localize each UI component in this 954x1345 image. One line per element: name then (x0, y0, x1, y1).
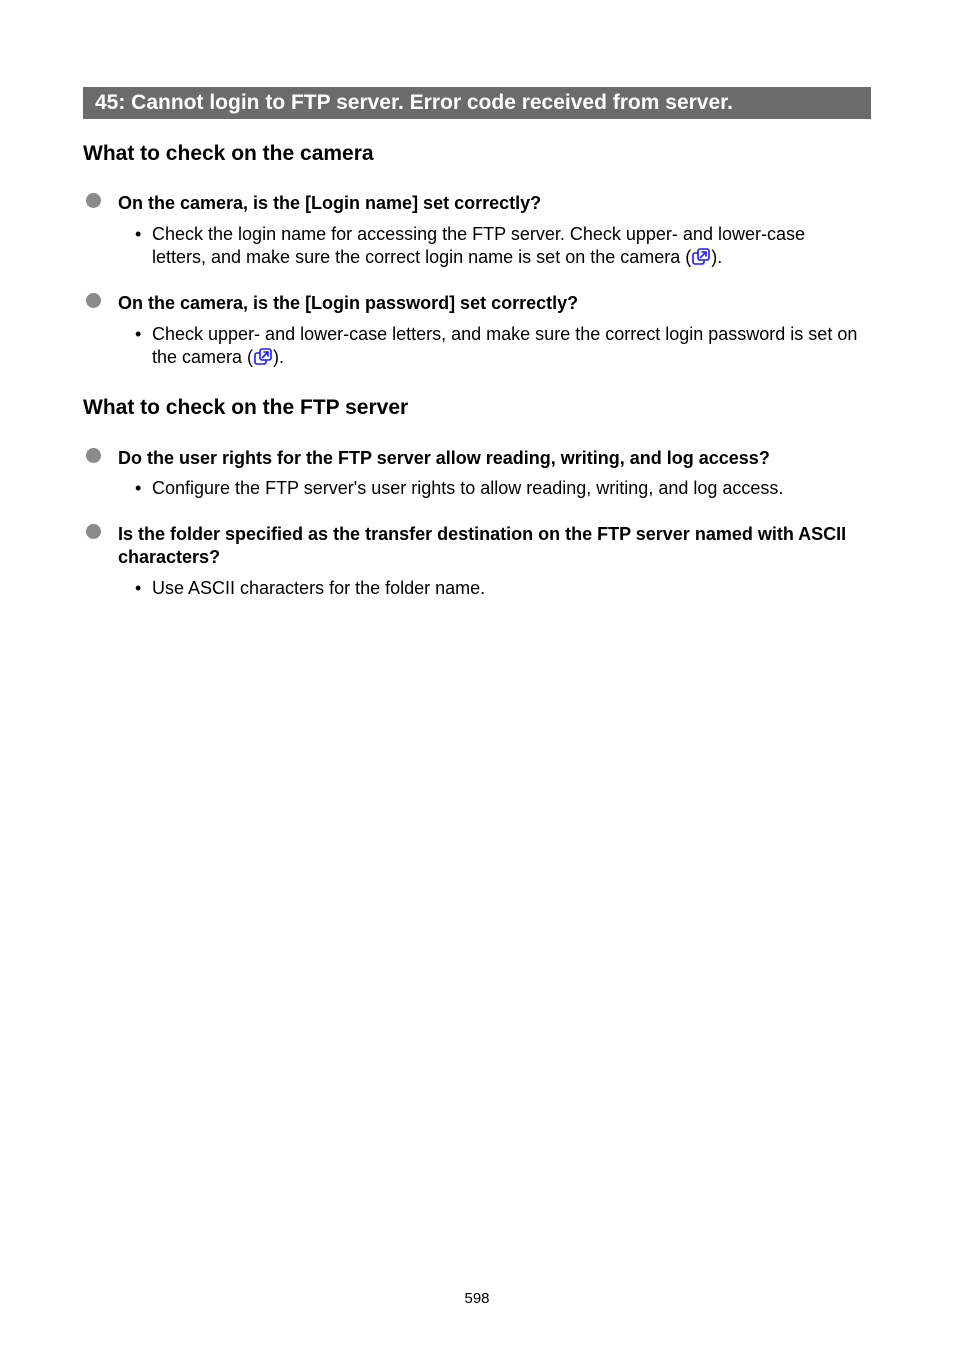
question-login-name (86, 192, 871, 215)
question-text: On the camera, is the [Login name] set correctly? (118, 193, 542, 213)
question-user-rights (86, 447, 871, 470)
answer-user-rights (135, 477, 860, 500)
bullet-dot: • (135, 578, 142, 598)
answer-text: Check the login name for accessing the FTP server. Check upper- and lower-case letters, and make sure the correct login name is set on the camera ( ). (152, 224, 805, 267)
bullet-dot: • (135, 478, 142, 498)
bullet-dot: • (135, 324, 142, 344)
question-text: On the camera, is the [Login password] set correctly? (118, 293, 579, 313)
page-reference-icon[interactable] (254, 348, 272, 366)
answer-login-name (135, 223, 860, 269)
bullet-dot: • (135, 224, 142, 244)
section-heading-camera: What to check on the camera (83, 142, 374, 165)
circle-bullet-icon (86, 524, 101, 539)
question-text: Do the user rights for the FTP server allow reading, writing, and log access? (118, 448, 770, 468)
answer-folder-ascii (135, 577, 860, 600)
question-login-password (86, 292, 871, 315)
section-heading-ftp-server: What to check on the FTP server (83, 396, 409, 419)
answer-login-password (135, 323, 860, 369)
question-folder-ascii (86, 523, 871, 569)
answer-text: Use ASCII characters for the folder name. (152, 578, 486, 598)
circle-bullet-icon (86, 448, 101, 463)
question-text: Is the folder specified as the transfer destination on the FTP server named with ASCII characters? (118, 524, 847, 567)
answer-text: Configure the FTP server's user rights to allow reading, writing, and log access. (152, 478, 784, 498)
page-reference-icon[interactable] (692, 248, 710, 266)
answer-text: Check upper- and lower-case letters, and make sure the correct login password is set on the camera ( ). (152, 324, 858, 367)
page-number: 598 (464, 1290, 490, 1307)
circle-bullet-icon (86, 293, 101, 308)
page-title: 45: Cannot login to FTP server. Error code received from server. (95, 91, 734, 114)
circle-bullet-icon (86, 193, 101, 208)
title-bar (83, 87, 871, 119)
